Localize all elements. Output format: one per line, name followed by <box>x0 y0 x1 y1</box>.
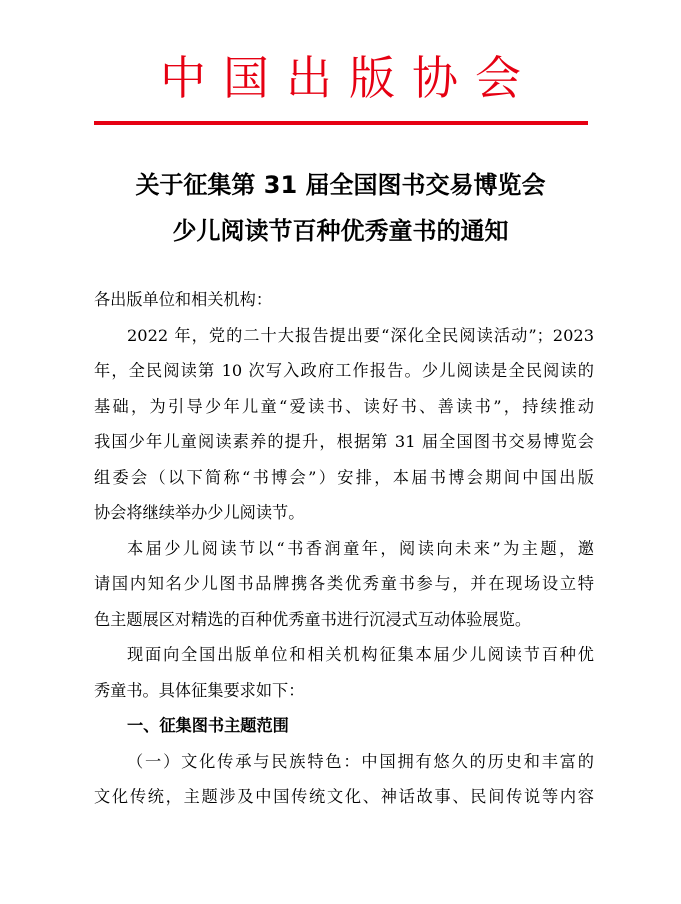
salutation: 各出版单位和相关机构： <box>94 290 273 309</box>
paragraph-4-line-1: （一）文化传承与民族特色：中国拥有悠久的历史和丰富的 <box>127 751 594 771</box>
paragraph-3-line-1: 现面向全国出版单位和相关机构征集本届少儿阅读节百种优 <box>127 645 594 664</box>
paragraph-1-line-4: 我国少年儿童阅读素养的提升，根据第 31 届全国图书交易博览会 <box>94 432 594 451</box>
paragraph-1-line-6: 协会将继续举办少儿阅读节。 <box>94 503 305 522</box>
paragraph-2-line-2: 请国内知名少儿图书品牌携各类优秀童书参与，并在现场设立特 <box>94 574 594 593</box>
letterhead-org-name: 中国出版协会 <box>160 51 538 105</box>
document-title-line-2: 少儿阅读节百种优秀童书的通知 <box>172 217 509 245</box>
paragraph-1-line-5: 组委会（以下简称“书博会”）安排，本届书博会期间中国出版 <box>94 467 594 487</box>
document-title-line-1: 关于征集第 31 届全国图书交易博览会 <box>135 171 546 199</box>
paragraph-3-line-2: 秀童书。具体征集要求如下： <box>94 680 305 700</box>
paragraph-1-line-1: 2022 年，党的二十大报告提出要“深化全民阅读活动”；2023 <box>127 325 594 345</box>
paragraph-4-line-2: 文化传统，主题涉及中国传统文化、神话故事、民间传说等内容 <box>94 787 594 806</box>
document-body <box>94 282 594 815</box>
paragraph-2-line-1: 本届少儿阅读节以“书香润童年，阅读向未来”为主题，邀 <box>127 538 594 558</box>
paragraph-1-line-2: 年，全民阅读第 10 次写入政府工作报告。少儿阅读是全民阅读的 <box>94 361 594 380</box>
section-1-heading: 一、征集图书主题范围 <box>127 716 289 735</box>
letterhead-red-rule <box>94 121 588 125</box>
paragraph-2-line-3: 色主题展区对精选的百种优秀童书进行沉浸式互动体验展览。 <box>94 609 532 629</box>
paragraph-1-line-3: 基础，为引导少年儿童“爱读书、读好书、善读书”，持续推动 <box>94 396 594 416</box>
